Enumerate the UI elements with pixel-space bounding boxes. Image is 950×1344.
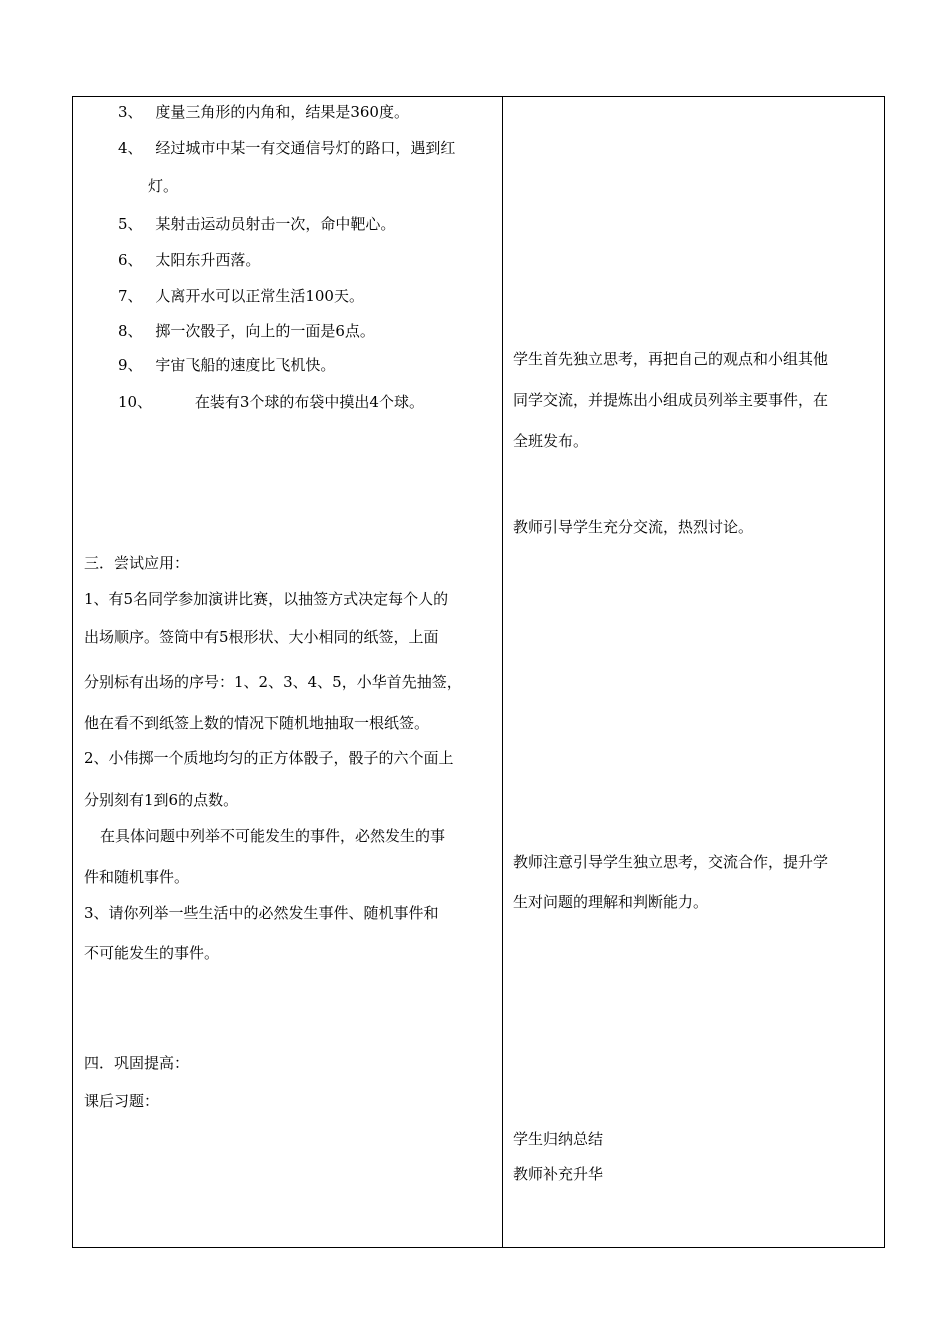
list-item bbox=[118, 392, 424, 412]
lesson-table bbox=[72, 96, 885, 1248]
paragraph-line: 他在看不到纸签上数的情况下随机地抽取一根纸签。 bbox=[84, 714, 430, 732]
list-number: 6、 bbox=[118, 251, 143, 269]
section-subheading: 课后习题： bbox=[84, 1092, 160, 1110]
note-line: 全班发布。 bbox=[513, 432, 589, 450]
paragraph-line: 出场顺序。签筒中有5根形状、大小相同的纸签，上面 bbox=[84, 628, 439, 646]
paragraph-line: 3、请你列举一些生活中的必然发生事件、随机事件和 bbox=[84, 904, 439, 922]
section-heading: 四．巩固提高： bbox=[84, 1054, 190, 1072]
list-item bbox=[118, 214, 395, 234]
list-item-continuation bbox=[148, 176, 178, 196]
paragraph-line: 不可能发生的事件。 bbox=[84, 944, 220, 962]
list-number: 9、 bbox=[118, 356, 143, 374]
section-heading: 三．尝试应用： bbox=[84, 554, 190, 572]
list-text: 人离开水可以正常生活100天。 bbox=[155, 287, 364, 305]
list-item bbox=[118, 138, 455, 158]
paragraph-line: 分别刻有1到6的点数。 bbox=[84, 791, 239, 809]
paragraph-line: 分别标有出场的序号：1、2、3、4、5，小华首先抽签， bbox=[84, 673, 462, 691]
note-line: 学生归纳总结 bbox=[513, 1130, 604, 1148]
list-text: 经过城市中某一有交通信号灯的路口，遇到红 bbox=[155, 139, 456, 157]
list-number: 3、 bbox=[118, 103, 143, 121]
list-text: 度量三角形的内角和，结果是360度。 bbox=[155, 103, 409, 121]
list-number: 5、 bbox=[118, 215, 143, 233]
list-item bbox=[118, 286, 364, 306]
list-text: 掷一次骰子，向上的一面是6点。 bbox=[155, 322, 375, 340]
list-number: 4、 bbox=[118, 139, 143, 157]
list-text: 在装有3个球的布袋中摸出4个球。 bbox=[194, 393, 424, 411]
paragraph-line: 1、有5名同学参加演讲比赛，以抽签方式决定每个人的 bbox=[84, 590, 449, 608]
list-text: 宇宙飞船的速度比飞机快。 bbox=[155, 356, 336, 374]
list-item bbox=[118, 250, 260, 270]
list-item bbox=[118, 321, 375, 341]
note-line: 同学交流，并提炼出小组成员列举主要事件，在 bbox=[513, 391, 829, 409]
note-line: 生对问题的理解和判断能力。 bbox=[513, 893, 709, 911]
list-number: 10、 bbox=[118, 393, 153, 411]
list-item bbox=[118, 102, 409, 122]
paragraph-line: 件和随机事件。 bbox=[84, 868, 190, 886]
note-line: 学生首先独立思考，再把自己的观点和小组其他 bbox=[513, 350, 829, 368]
list-text: 某射击运动员射击一次，命中靶心。 bbox=[155, 215, 396, 233]
note-line: 教师注意引导学生独立思考，交流合作，提升学 bbox=[513, 853, 829, 871]
paragraph-line: 2、小伟掷一个质地均匀的正方体骰子，骰子的六个面上 bbox=[84, 749, 454, 767]
paragraph-line: 在具体问题中列举不可能发生的事件，必然发生的事 bbox=[100, 827, 446, 845]
note-line: 教师引导学生充分交流，热烈讨论。 bbox=[513, 518, 754, 536]
note-line: 教师补充升华 bbox=[513, 1165, 604, 1183]
list-number: 8、 bbox=[118, 322, 143, 340]
list-text: 灯。 bbox=[148, 177, 179, 195]
list-item bbox=[118, 355, 335, 375]
list-text: 太阳东升西落。 bbox=[155, 251, 261, 269]
column-divider bbox=[502, 97, 503, 1247]
list-number: 7、 bbox=[118, 287, 143, 305]
